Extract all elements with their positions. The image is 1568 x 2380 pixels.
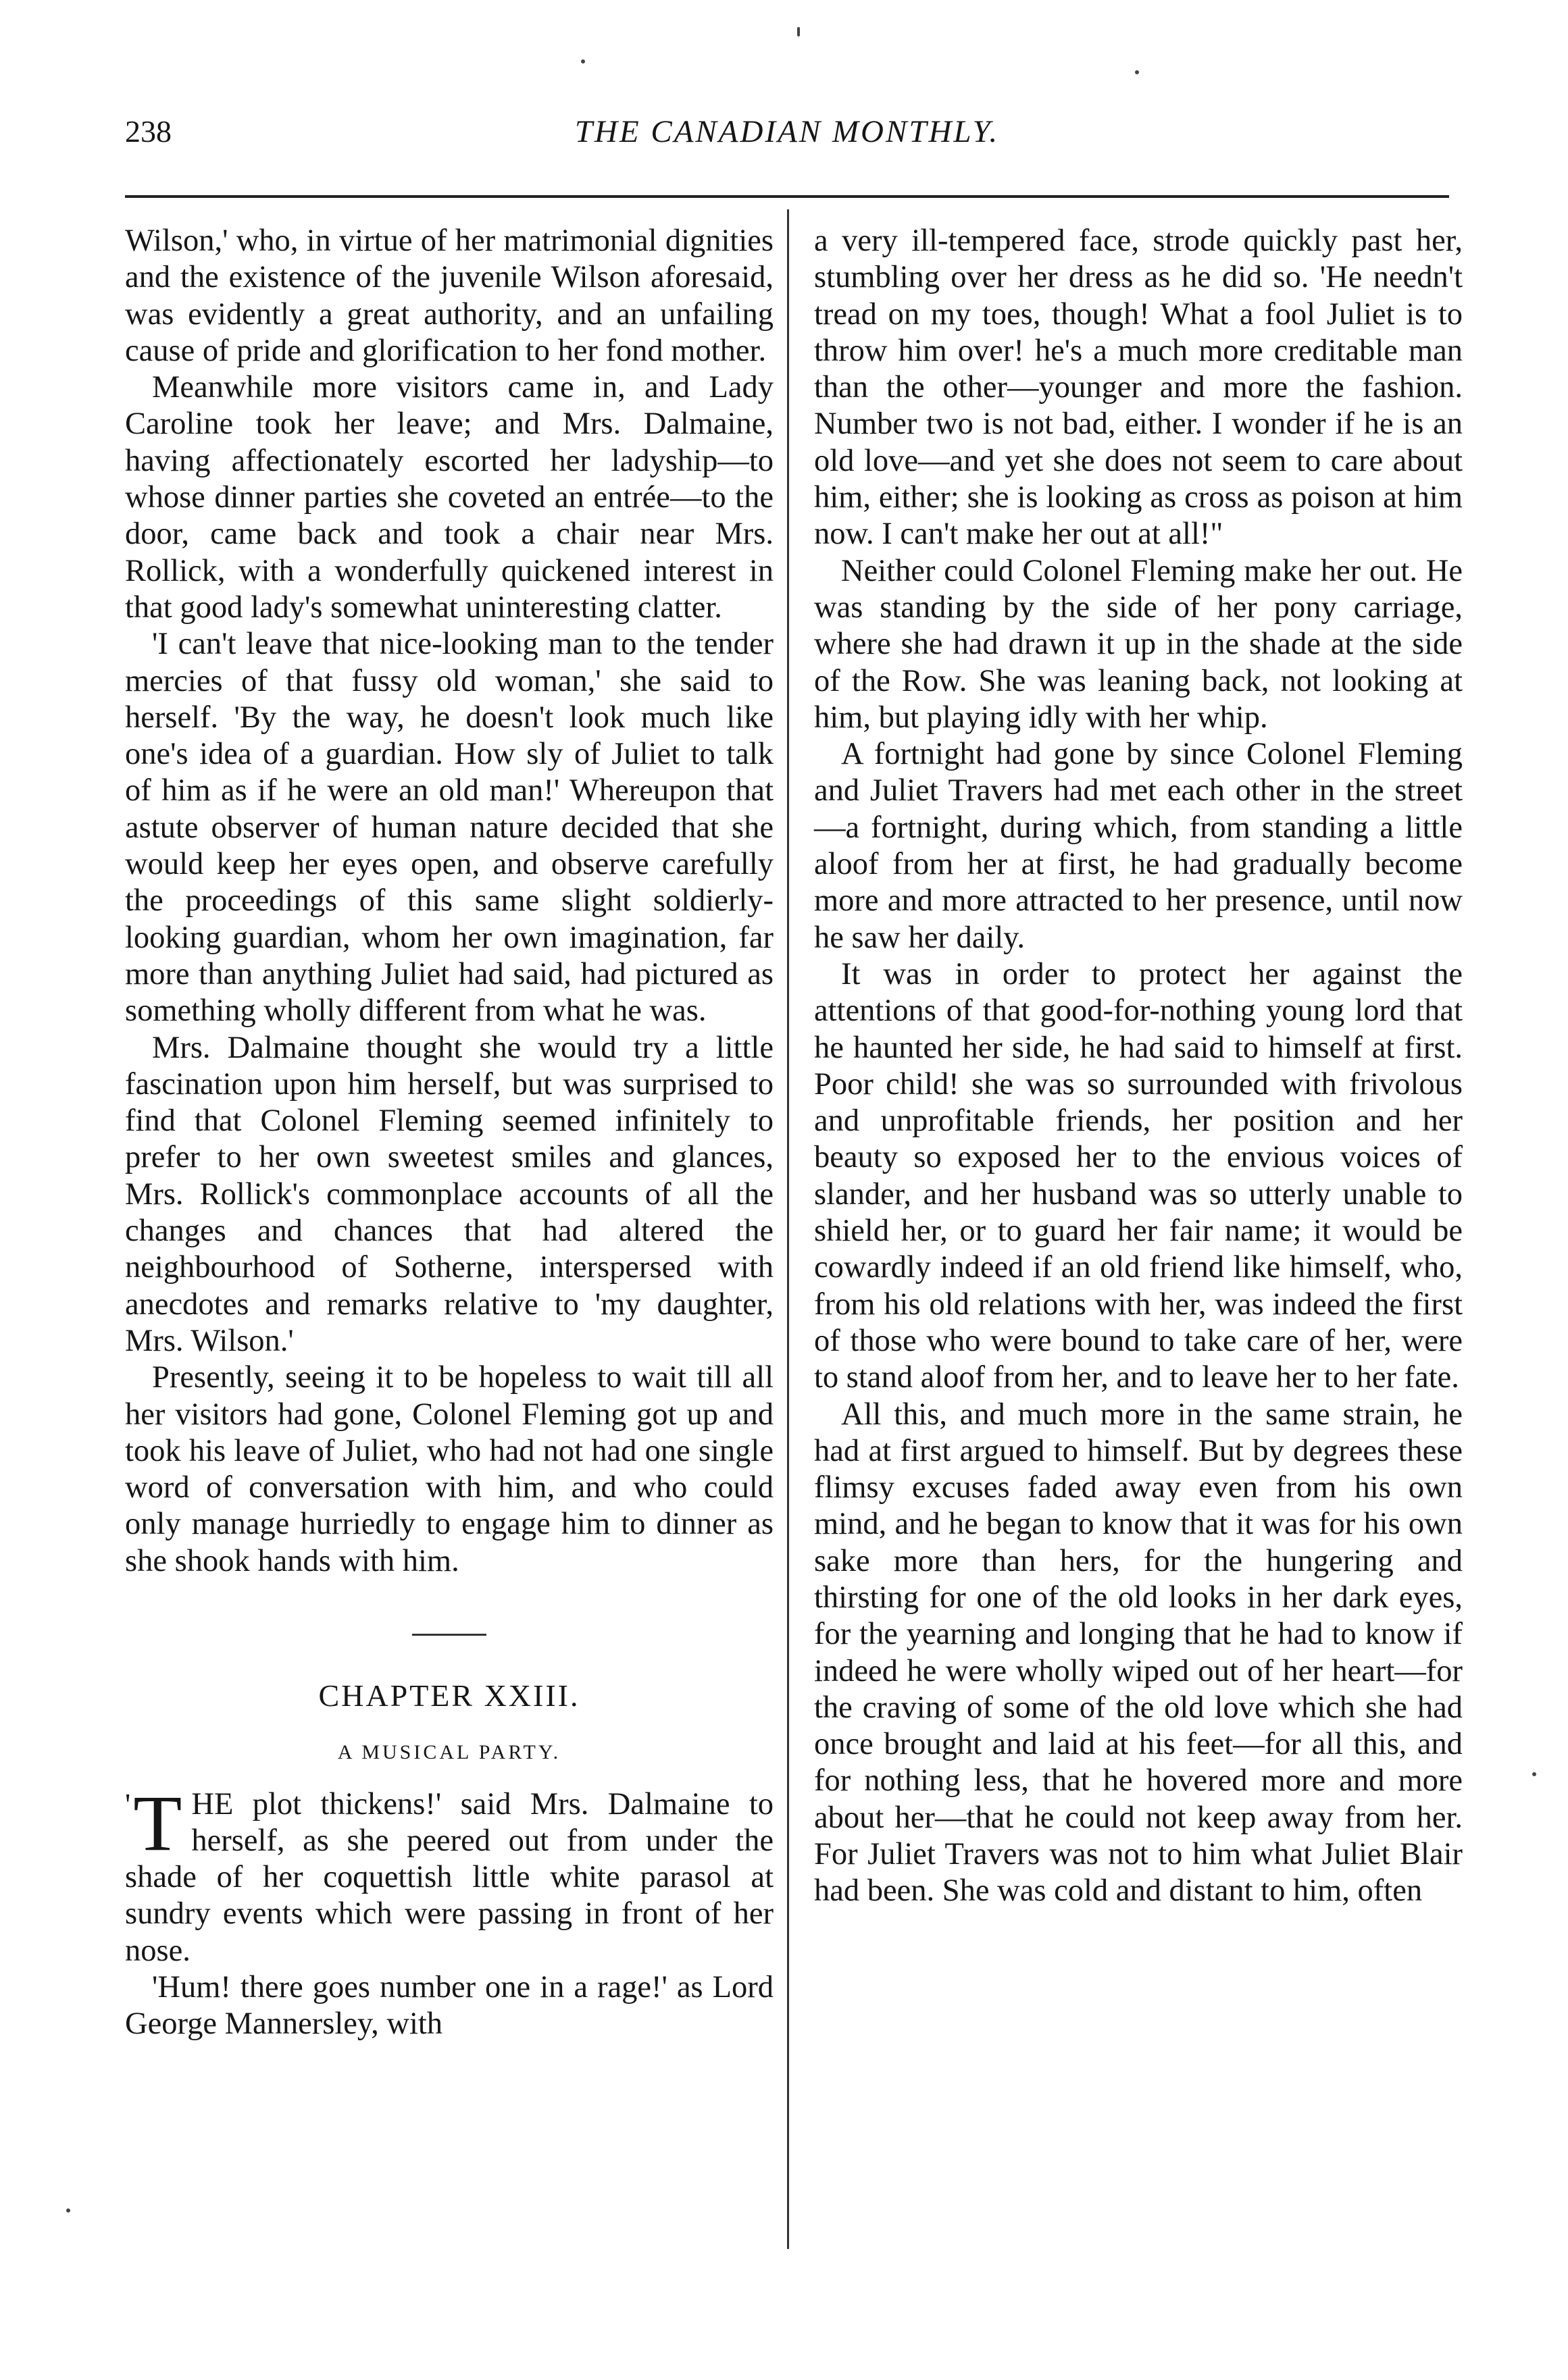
paragraph: Meanwhile more visitors came in, and Lady Caroline took her leave; and Mrs. Dalmaine, having affectionately escorted her ladyship—to whose dinner parties she coveted an entrée—to the door, came back and took a chair near Mrs. Rollick, with a wonderfully quickened interest in that good lady's somewhat uninteresting clatter. — [125, 370, 774, 625]
paragraph: Neither could Colonel Fleming make her out. He was standing by the side of her pony carriage, where she had drawn it up in the shade at the side of the Row. She was leaning back, not looking at him, but playing idly with her whip. — [814, 553, 1463, 735]
right-column — [814, 223, 1463, 1910]
print-speck — [797, 27, 800, 36]
section-separator — [412, 1634, 486, 1636]
column-divider — [787, 209, 789, 2249]
running-title: THE CANADIAN MONTHLY. — [574, 114, 1000, 149]
print-speck — [581, 59, 585, 63]
header-rule — [125, 195, 1449, 198]
chapter-opening-paragraph — [125, 1778, 774, 1969]
paragraph: 'Hum! there goes number one in a rage!' as Lord George Mannersley, with — [125, 1970, 774, 2042]
opening-quote: ' — [125, 1786, 131, 1821]
paragraph: 'I can't leave that nice-looking man to the tender mercies of that fussy old woman,' she said to herself. 'By the way, he doesn't look much like one's idea of a guardian. How sly of Juliet to talk of him as if he were an old man!' Whereupon that astute observer of human nature decided that she would keep her eyes open, and observe carefully the proceedings of this same slight soldierly-looking guardian, whom her own imagination, far more than anything Juliet had said, had pictured as something wholly different from what he was. — [125, 627, 774, 1029]
chapter-title: CHAPTER XXIII. — [318, 1678, 580, 1713]
paragraph: A fortnight had gone by since Colonel Fleming and Juliet Travers had met each other in the street—a fortnight, during which, from standing a little aloof from her at first, he had gradually become more and more attracted to her presence, until now he saw her daily. — [814, 737, 1463, 955]
print-speck — [66, 2208, 70, 2213]
paragraph: a very ill-tempered face, strode quickly past her, stumbling over her dress as he did so. 'He needn't tread on my toes, though! What a fool Juliet is to throw him over! he's a much more creditable man than the other—younger and more the fashion. Number two is not bad, either. I wonder if he is an old love—and yet she does not seem to care about him, either; she is looking as cross as poison at him now. I can't make her out at all!" — [814, 224, 1463, 552]
print-speck — [1532, 1772, 1536, 1776]
paragraph: Mrs. Dalmaine thought she would try a little fascination upon him herself, but was surprised to find that Colonel Fleming seemed infinitely to prefer to her own sweetest smiles and glances, Mrs. Rollick's commonplace accounts of all the changes and chances that had altered the neighbourhood of Sotherne, interspersed with anecdotes and remarks relative to 'my daughter, Mrs. Wilson.' — [125, 1030, 774, 1358]
paragraph: Presently, seeing it to be hopeless to wait till all her visitors had gone, Colonel Fleming got up and took his leave of Juliet, who had not had one single word of conversation with him, and who could only manage hurriedly to engage him to dinner as she shook hands with him. — [125, 1360, 774, 1578]
paragraph: Wilson,' who, in virtue of her matrimonial dignities and the existence of the juvenile Wilson aforesaid, was evidently a great authority, and an unfailing cause of pride and glorification to her fond mother. — [125, 224, 774, 368]
paragraph: It was in order to protect her against the attentions of that good-for-nothing young lord that he haunted her side, he had said to himself at first. Poor child! she was so surrounded with frivolous and unprofitable friends, her position and her beauty so exposed her to the envious voices of slander, and her husband was so utterly unable to shield her, or to guard her fair name; it would be cowardly indeed if an old friend like himself, who, from his old relations with her, was indeed the first of those who were bound to take care of her, were to stand aloof from her, and to leave her to her fate. — [814, 956, 1463, 1395]
print-speck — [1135, 70, 1139, 74]
paragraph: All this, and much more in the same strain, he had at first argued to himself. But by degrees these flimsy excuses faded away even from his own mind, and he began to know that it was for his own sake more than hers, for the hungering and thirsting for one of the old looks in her dark eyes, for the yearning and longing that he had to know if indeed he were wholly wiped out of her heart—for the craving of some of the old love which she had once brought and laid at his feet—for all this, and for nothing less, that he hovered more and more about her—that he could not keep away from her. For Juliet Travers was not to him what Juliet Blair had been. She was cold and distant to him, often — [814, 1397, 1463, 1909]
drop-cap: T — [133, 1778, 182, 1867]
page-number: 238 — [125, 114, 172, 149]
paragraph-text: HE plot thickens!' said Mrs. Dalmaine to herself, as she peered out from under the shade of her coquettish little white parasol at sundry events which were passing in front of her nose. — [125, 1786, 774, 1968]
left-column — [125, 223, 774, 2043]
chapter-subtitle: A MUSICAL PARTY. — [337, 1741, 561, 1764]
page-header — [125, 113, 1449, 167]
